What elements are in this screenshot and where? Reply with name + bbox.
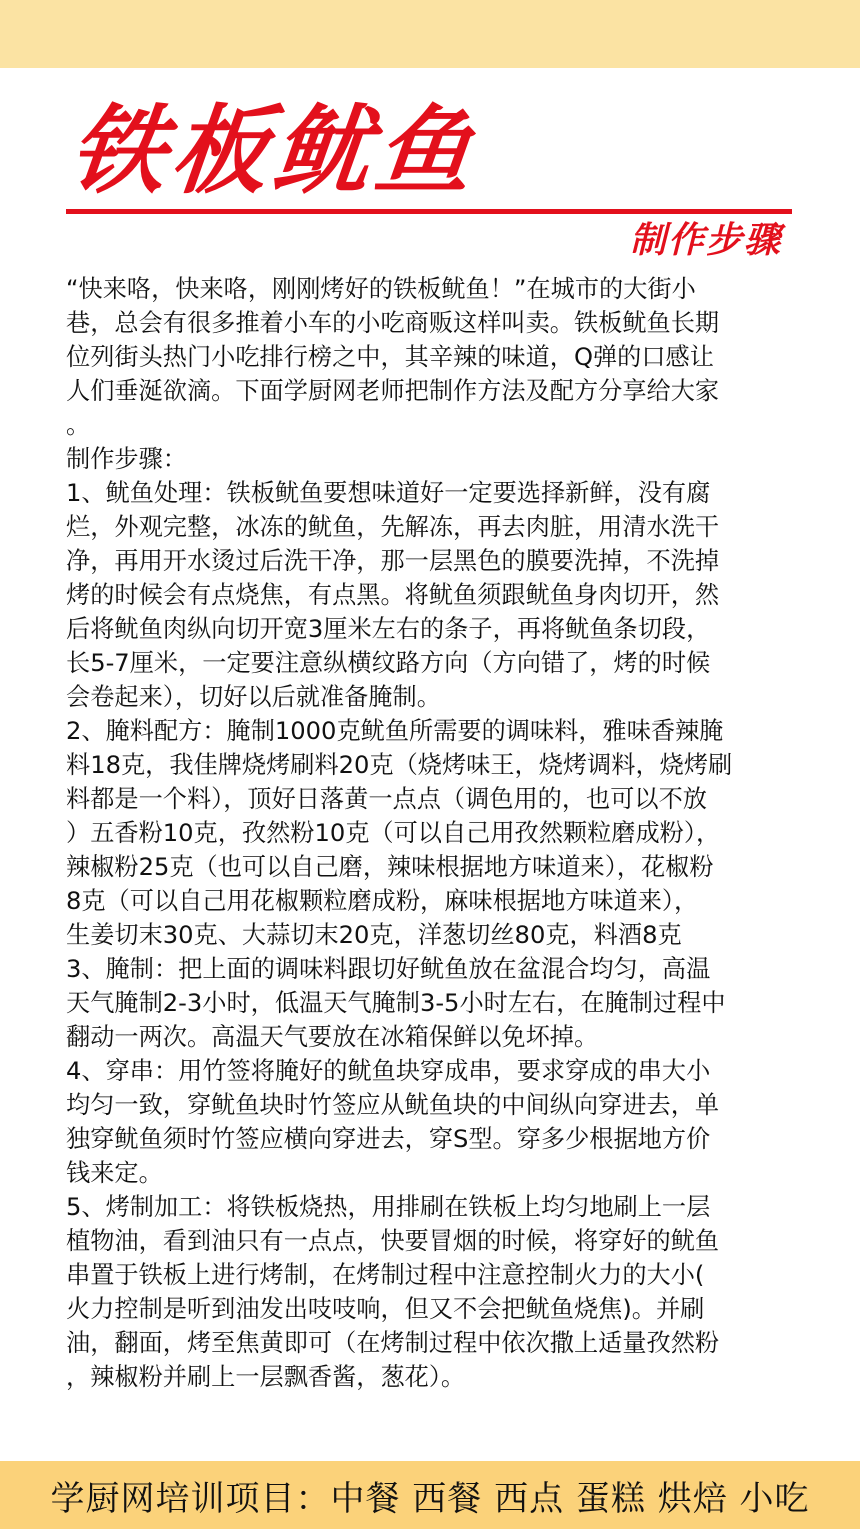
page-title: 铁板鱿鱼 — [63, 95, 484, 207]
step-1-line: 长5-7厘米，一定要注意纵横纹路方向（方向错了，烤的时候 — [66, 649, 711, 677]
step-3-line: 翻动一两次。高温天气要放在冰箱保鲜以免坏掉。 — [66, 1023, 599, 1051]
step-2-line: 料18克，我佳牌烧烤刷料20克（烧烤味王，烧烤调料，烧烤刷 — [66, 751, 733, 779]
article-body — [66, 272, 802, 1394]
body-line: “快来咯，快来咯，刚刚烤好的铁板鱿鱼！”在城市的大街小 — [66, 275, 696, 303]
step-2-line: ）五香粉10克，孜然粉10克（可以自己用孜然颗粒磨成粉）， — [66, 819, 721, 847]
step-3-line: 3、腌制：把上面的调味料跟切好鱿鱼放在盆混合均匀，高温 — [66, 955, 711, 983]
step-2-line: 8克（可以自己用花椒颗粒磨成粉，麻味根据地方味道来）， — [66, 887, 699, 915]
step-5-line: 油，翻面，烤至焦黄即可（在烤制过程中依次撒上适量孜然粉 — [66, 1329, 720, 1357]
footer-text: 学厨网培训项目：中餐 西餐 西点 蛋糕 烘焙 小吃 — [50, 1478, 810, 1519]
page-subtitle: 制作步骤 — [629, 220, 782, 261]
body-line: 人们垂涎欲滴。下面学厨网老师把制作方法及配方分享给大家 — [66, 377, 720, 405]
step-1-line: 会卷起来），切好以后就准备腌制。 — [66, 683, 441, 711]
body-line: 巷，总会有很多推着小车的小吃商贩这样叫卖。铁板鱿鱼长期 — [66, 309, 720, 337]
step-5-line: 植物油，看到油只有一点点，快要冒烟的时候，将穿好的鱿鱼 — [66, 1227, 720, 1255]
step-1-line: 烤的时候会有点烧焦，有点黑。将鱿鱼须跟鱿鱼身肉切开，然 — [66, 581, 720, 609]
step-1-line: 净，再用开水烫过后洗干净，那一层黑色的膜要洗掉，不洗掉 — [66, 547, 720, 575]
footer-banner — [0, 1461, 860, 1529]
step-2-line: 生姜切末30克、大蒜切末20克，洋葱切丝80克，料酒8克 — [66, 921, 682, 949]
step-5-line: 5、烤制加工：将铁板烧热，用排刷在铁板上均匀地刷上一层 — [66, 1193, 711, 1221]
top-banner — [0, 0, 860, 68]
step-1-line: 后将鱿鱼肉纵向切开宽3厘米左右的条子，再将鱿鱼条切段， — [66, 615, 711, 643]
step-1-line: 烂，外观完整，冰冻的鱿鱼，先解冻，再去肉脏，用清水洗干 — [66, 513, 720, 541]
step-4-line: 均匀一致，穿鱿鱼块时竹签应从鱿鱼块的中间纵向穿进去，单 — [66, 1091, 720, 1119]
step-2-line: 2、腌料配方：腌制1000克鱿鱼所需要的调味料，雅味香辣腌 — [66, 717, 724, 745]
body-line: 位列街头热门小吃排行榜之中，其辛辣的味道，Q弹的口感让 — [66, 343, 714, 371]
step-4-line: 钱来定。 — [66, 1159, 163, 1187]
step-2-line: 料都是一个料），顶好日落黄一点点（调色用的，也可以不放 — [66, 785, 707, 813]
section-heading: 制作步骤： — [66, 445, 187, 473]
body-line: 。 — [66, 411, 91, 439]
title-divider — [66, 209, 792, 214]
step-5-line: ，辣椒粉并刷上一层飘香酱，葱花）。 — [66, 1363, 466, 1391]
step-2-line: 辣椒粉25克（也可以自己磨，辣味根据地方味道来），花椒粉 — [66, 853, 714, 881]
step-4-line: 独穿鱿鱼须时竹签应横向穿进去，穿S型。穿多少根据地方价 — [66, 1125, 711, 1153]
step-3-line: 天气腌制2-3小时，低温天气腌制3-5小时左右，在腌制过程中 — [66, 989, 726, 1017]
step-5-line: 串置于铁板上进行烤制，在烤制过程中注意控制火力的大小( — [66, 1261, 705, 1289]
step-5-line: 火力控制是听到油发出吱吱响，但又不会把鱿鱼烧焦)。并刷 — [66, 1295, 705, 1323]
step-1-line: 1、鱿鱼处理：铁板鱿鱼要想味道好一定要选择新鲜，没有腐 — [66, 479, 711, 507]
step-4-line: 4、穿串：用竹签将腌好的鱿鱼块穿成串，要求穿成的串大小 — [66, 1057, 711, 1085]
